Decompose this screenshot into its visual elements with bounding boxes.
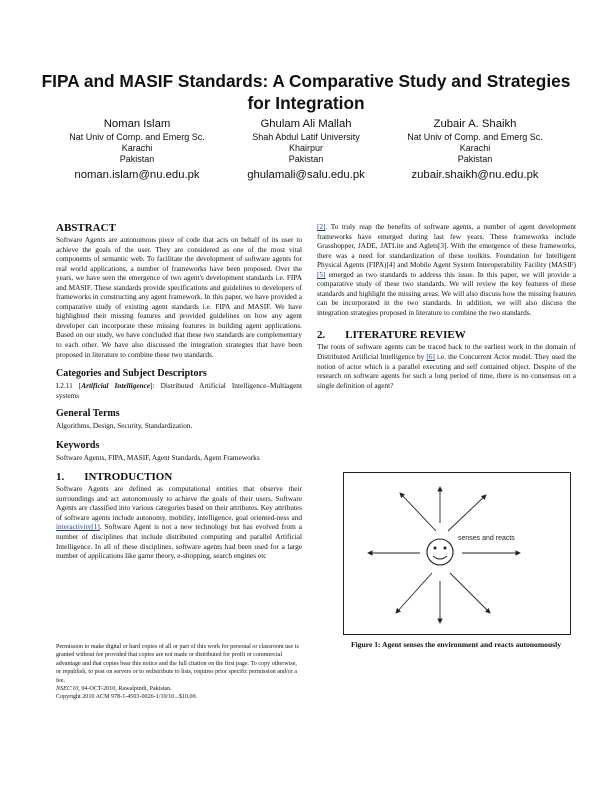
literature-text — [317, 342, 576, 390]
general-terms-text: Algorithms, Design, Security, Standardization. — [56, 421, 193, 431]
agent-diagram — [344, 473, 570, 634]
intro-text-b: . Software Agent is not a new technology but has evolved from a number of disciplines that include distributed computing and parallel Artificial Intelligence. In all of these disciplines, software agents had been used for a large number of applications like game theory, e-shopping, search engines etc — [56, 522, 302, 561]
permission-text: Permission to make digital or hard copies of all or part of this work for personal or classroom use is granted without fee provided that copies are not made or distributed for profit or commercial advantage and that copies bear this notice and the full citation on the first page. To copy otherwise, or republish, to post on servers or to redistribute to lists, requires prior specific permission and/or a fee. — [56, 644, 299, 684]
keywords-text: Software Agents, FIPA, MASIF, Agent Standards, Agent Frameworks — [56, 452, 260, 462]
arrow-up-right — [448, 495, 486, 531]
author-name: Ghulam Ali Mallah — [260, 118, 352, 130]
conference-name: NSEC'10 — [56, 686, 79, 693]
conference-line — [56, 685, 302, 693]
author-name: Zubair A. Shaikh — [433, 118, 517, 130]
permission-notice — [56, 643, 302, 702]
categories-heading: Categories and Subject Descriptors — [56, 368, 207, 380]
figure-label: senses and reacts — [458, 535, 515, 542]
author-email: noman.islam@nu.edu.pk — [74, 168, 200, 181]
category-term: Artificial Intelligence — [81, 381, 151, 391]
author-country: Pakistan — [119, 153, 155, 164]
author-affiliation: Shah Abdul Latif University — [252, 131, 360, 142]
citation-link-5[interactable]: [5] — [317, 269, 326, 279]
author-affiliation: Nat Univ of Comp. and Emerg Sc. — [69, 131, 205, 142]
section-number: 2. — [317, 329, 326, 342]
figure-caption: Figure 1: Agent senses the environment and reacts autonomously — [350, 640, 562, 649]
arrow-down-right — [450, 573, 490, 613]
author-city: Karachi — [459, 142, 491, 153]
author-city: Khairpur — [288, 142, 324, 153]
literature-heading — [317, 329, 576, 342]
introduction-text-part1 — [56, 484, 302, 560]
smiley-face-icon — [427, 539, 453, 565]
citation-link-2[interactable]: [2] — [317, 222, 326, 231]
abstract-heading: ABSTRACT — [56, 222, 116, 234]
conference-details: , 04-OCT-2010, Rawalpindi, Pakistan. — [78, 686, 172, 693]
citation-link-interactivity[interactable]: interactivity[1] — [56, 522, 100, 532]
author-name: Noman Islam — [103, 118, 171, 130]
author-email: ghulamali@salu.edu.pk — [247, 168, 365, 181]
category-rest: ]: Distributed Artificial Intelligence–Multiagent systems — [56, 381, 302, 400]
intro-text-a: Software Agents are defined as computational entities that observe their surroundings and act autonomously to achieve the goals of their users. Software Agents are classified into various categories based on their attributes. Key attributes of software agents include autonomy, mobility, intelligence, goal oriented-ness and — [56, 484, 302, 522]
author-block-3 — [380, 118, 570, 181]
author-block-1 — [42, 118, 232, 181]
left-column — [56, 222, 302, 561]
general-terms-heading: General Terms — [56, 408, 120, 420]
section-title: LITERATURE REVIEW — [345, 329, 466, 342]
author-block-2 — [211, 118, 401, 181]
keywords-heading: Keywords — [56, 439, 100, 451]
paper-title: FIPA and MASIF Standards: A Comparative Study and Strategies for Integration — [41, 71, 571, 113]
categories-text — [56, 381, 302, 400]
citation-link-6[interactable]: [6] — [426, 352, 435, 362]
intro-text-d: emerged as two standards to address this issue. In this paper, we will provide a comparative study of these two standards. We will review the key features of these standards and highlight the missing areas. We will also discuss how the missing features can be incorporated in the two standards. In addition, we will also discuss the integration strategies proposed in literature to combine the two standards. — [317, 269, 576, 317]
author-email: zubair.shaikh@nu.edu.pk — [411, 168, 539, 181]
lit-text-a: The roots of software agents can be traced back to the earliest work in the domain of Distributed Artificial Intelligence by — [317, 342, 576, 362]
copyright-line: Copyright 2010 ACM 978-1-4503-0026-1/10/10...$10.00. — [56, 694, 198, 701]
author-country: Pakistan — [457, 153, 493, 164]
arrow-down-left — [396, 573, 432, 613]
lit-text-b: i.e. the Concurrent Actor model. They used the notion of actor which is a parallel executing and self contained object. Despite of the research on software agents for such a long period of time, there is no consensus on a single definition of agent? — [317, 352, 576, 390]
section-title: INTRODUCTION — [84, 471, 173, 484]
author-country: Pakistan — [288, 153, 324, 164]
intro-text-c: . To truly reap the benefits of software agents, a number of agent development frameworks have emerged during last few years. These frameworks include Grasshopper, JADE, JATLite and Aglets[3]. With the emergence of these frameworks, there was a need for standardization of these toolkits. Foundation for Intelligent Physical Agents (FIPA)[4] and Mobile Agent System Interoperability Facility (MASIF) — [317, 222, 576, 270]
abstract-text: Software Agents are autonomous piece of code that acts on behalf of its user to achieve the goals of the user. They are considered as one of the most vital components of semantic web. To facilitate the development of software agents for real world applications, a number of frameworks have been proposed. Over the years, we have seen the emergence of two agent's development standards i.e. FIPA and MASIF. These standards provide specifications and guidelines to developers of frameworks in constructing any agent framework. In this paper, we have provided a comparative study of existing agent standards i.e. FIPA and MASIF. We have highlighted their missing features and provided guidelines on how any agent developer can incorporate these missing features in building agent applications. Based on our study, we have concluded that these two standards are complementary to each other. We have also discussed the integration strategies that have been proposed in literature to combine these two standards. — [56, 235, 302, 359]
section-number: 1. — [56, 471, 65, 484]
category-code: I.2.11 [ — [56, 381, 82, 391]
author-affiliation: Nat Univ of Comp. and Emerg Sc. — [407, 131, 543, 142]
author-city: Karachi — [121, 142, 153, 153]
arrow-up-left — [400, 493, 436, 531]
introduction-text-part2 — [317, 222, 576, 317]
introduction-heading — [56, 471, 302, 484]
figure-1 — [343, 472, 571, 635]
right-column — [317, 222, 576, 390]
